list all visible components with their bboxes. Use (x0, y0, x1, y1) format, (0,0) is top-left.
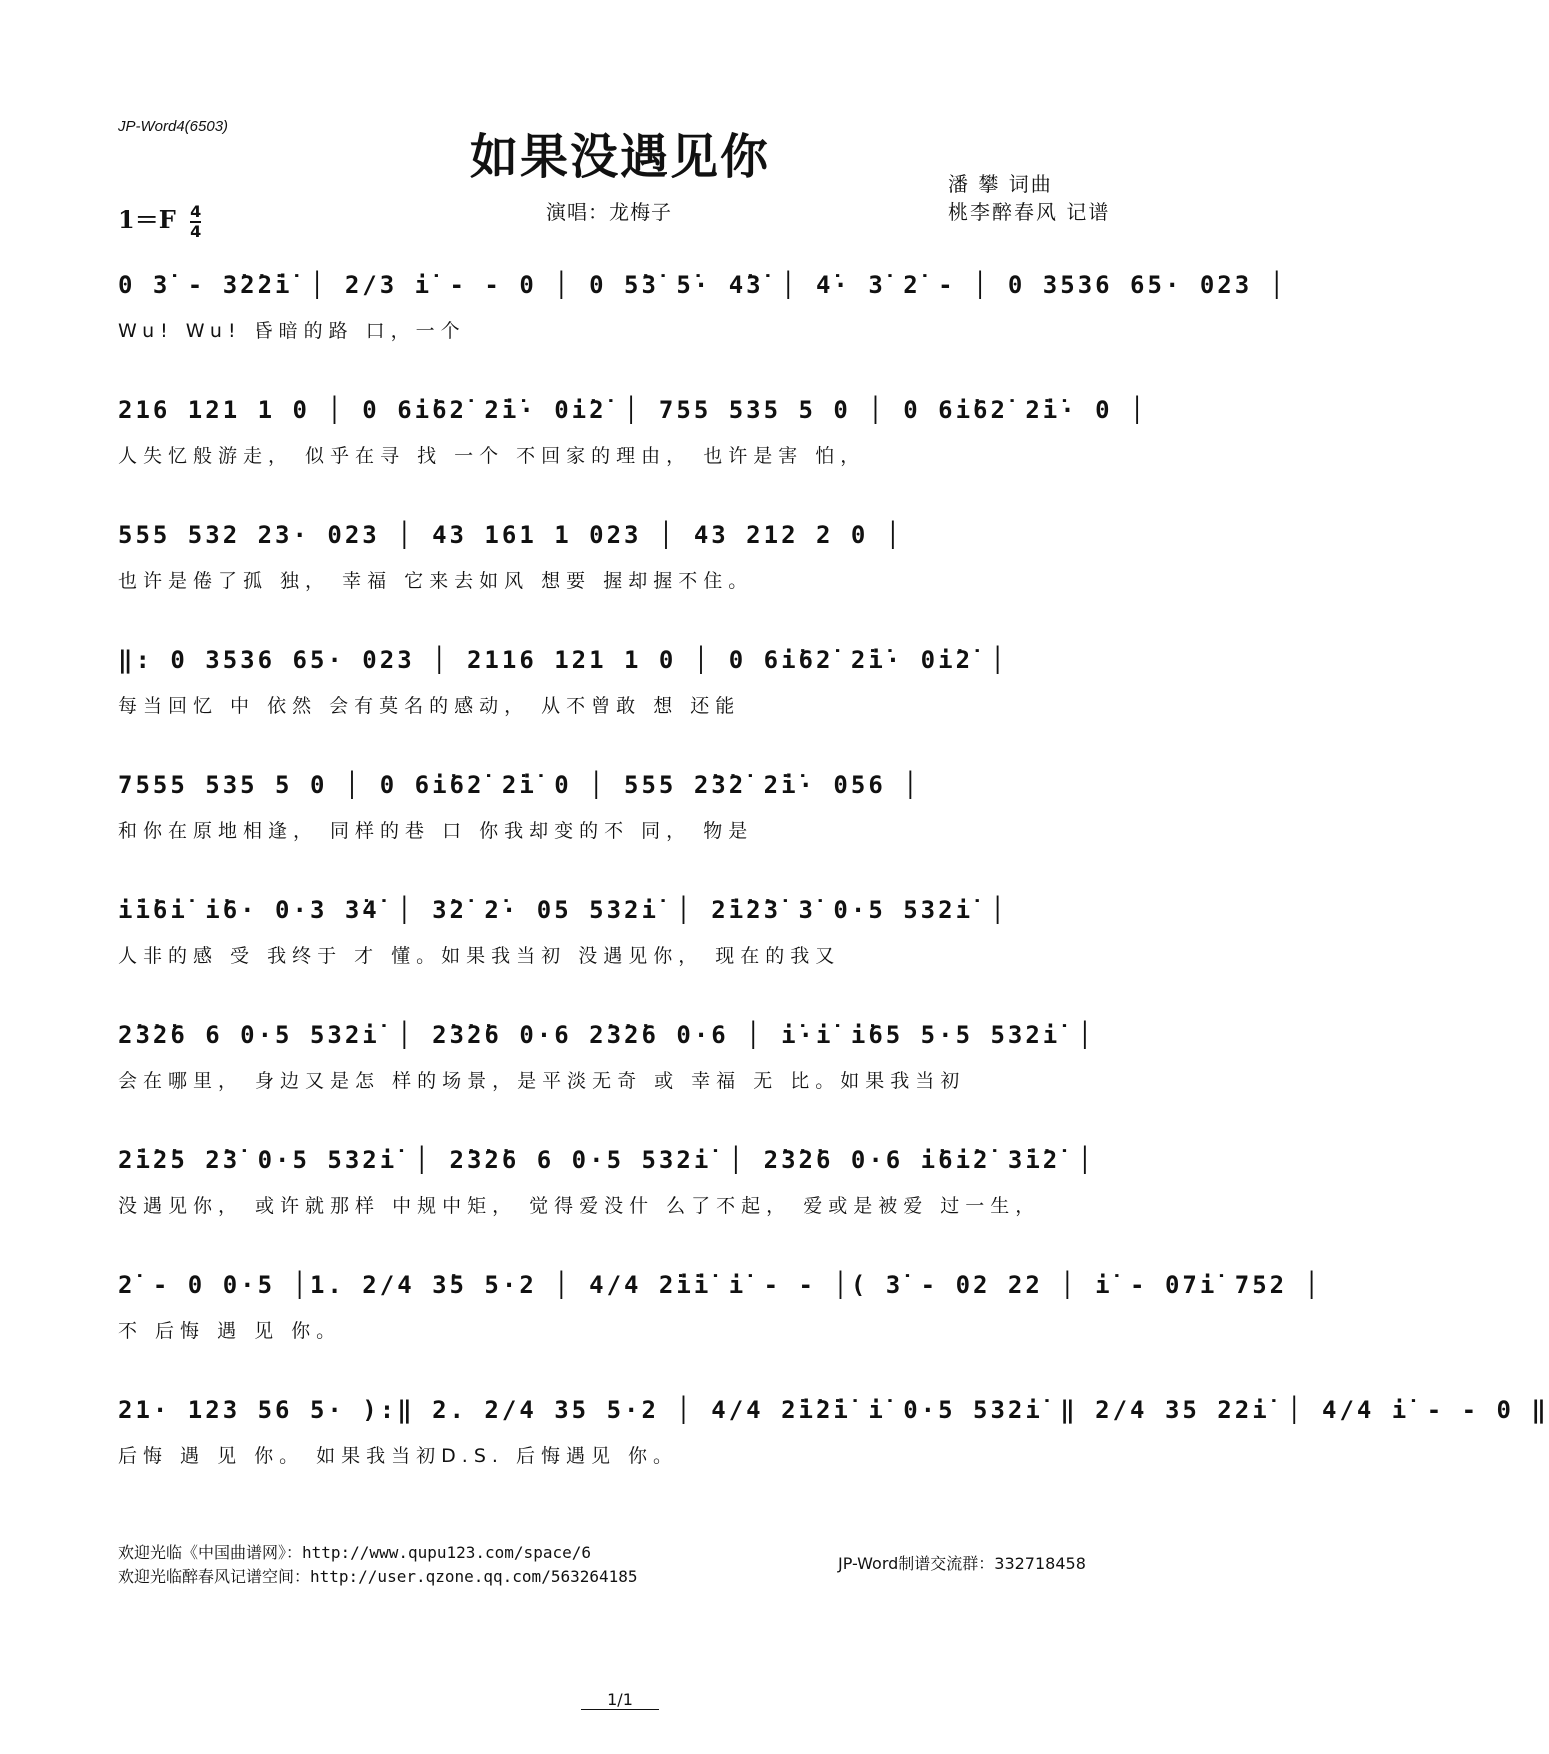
page-title: 如果没遇见你 (469, 129, 770, 185)
staff-lyrics: 和你在原地相逢， 同样的巷 口 你我却变的不 同， 物是 (118, 820, 754, 842)
staff-notes: 2̇3̇2̇6 6 0·5 532i̇ │ 2̇3̇2̇6 0·6 2̇3̇2̇6 0·6 │ i̇·i̇ i̇65 5·5 532i̇ │ (118, 1021, 1096, 1049)
footer-link-line: 欢迎光临《中国曲谱网》：http://www.qupu123.com/space/6 (118, 1543, 591, 1562)
lyricist-composer-credit: 潘 攀 词曲 (948, 172, 1053, 196)
staff-lyrics: 每当回忆 中 依然 会有莫名的感动， 从不曾敢 想 还能 (118, 695, 741, 717)
staff-notes: ‖: 0 3536 65· 023 │ 2116 121 1 0 │ 0 6i̇62̇ 2̇i̇· 0i̇2̇ │ (118, 646, 1008, 674)
staff-line-3 (118, 518, 1124, 592)
staff-notes: 555 532 23· 023 │ 43 161 1 023 │ 43 212 2 0 │ (118, 521, 904, 549)
staff-line-9 (118, 1268, 1322, 1342)
staff-notes: 7555 535 5 0 │ 0 6i̇62̇ 2̇i̇ 0 │ 555 2̇3̇2̇ 2̇i̇· 056 │ (118, 771, 921, 799)
staff-lyrics: Wu! Wu! 昏暗的路 口，一个 (118, 320, 466, 342)
singer-credit: 演唱：龙梅子 (546, 200, 672, 224)
key-label: 1＝F (118, 205, 176, 234)
staff-notes: 216 121 1 0 │ 0 6i̇62̇ 2̇i̇· 0i̇2̇ │ 755 535 5 0 │ 0 6i̇62̇ 2̇i̇· 0 │ (118, 396, 1148, 424)
staff-lyrics: 也许是倦了孤 独， 幸福 它来去如风 想要 握却握不住。 (118, 570, 754, 592)
staff-line-8 (118, 1143, 1124, 1217)
key-signature (118, 200, 201, 241)
staff-line-5 (118, 768, 1124, 842)
staff-lyrics: 不 后悔 遇 见 你。 (118, 1320, 342, 1342)
footer-group-info: JP-Word制谱交流群：332718458 (838, 1554, 1086, 1573)
staff-line-7 (118, 1018, 1124, 1092)
time-signature-denominator: 4 (190, 221, 202, 241)
staff-notes: 2̇ - 0 0·5 │1. 2/4 3̇5 5·2 │ 4/4 2̇i̇i̇ i̇ - - │( 3̇ - 02 22 │ i̇ - 07i̇ 752 │ (118, 1271, 1322, 1299)
staff-line-10 (118, 1393, 1549, 1467)
software-tag: JP-Word4(6503) (118, 118, 229, 135)
staff-lyrics: 没遇见你， 或许就那样 中规中矩， 觉得爱没什 么了不起， 爱或是被爱 过一生， (118, 1195, 1041, 1217)
footer-link-line: 欢迎光临醉春风记谱空间：http://user.qzone.qq.com/563264185 (118, 1567, 638, 1586)
staff-notes: 2̇i̇2̇5 2̇3̇ 0·5 532i̇ │ 2̇3̇2̇6 6 0·5 532i̇ │ 2̇3̇2̇6 0·6 i̇6i̇2̇ 3̇i̇2̇ │ (118, 1146, 1096, 1174)
page-number (0, 1690, 1240, 1709)
staff-line-1 (118, 268, 1288, 342)
staff-lyrics: 人失忆般游走， 似乎在寻 找 一个 不回家的理由， 也许是害 怕， (118, 445, 866, 467)
staff-notes: 21· 123 56 5· ):‖ 2. 2/4 35 5·2 │ 4/4 2̇i̇2̇i̇ i̇ 0·5 532i̇ ‖ 2/4 35 22i̇ │ 4/4 i̇ - - 0 ‖ (118, 1396, 1549, 1424)
page-number-text: 1/1 (581, 1690, 659, 1710)
staff-line-6 (118, 893, 1124, 967)
staff-lyrics: 后悔 遇 见 你。 如果我当初D.S. 后悔遇见 你。 (118, 1445, 679, 1467)
staff-notes: 0 3̇ - 3̇2̇2̇i̇ │ 2/3 i̇ - - 0 │ 0 5̇3̇ 5̇· 4̇3̇ │ 4̇· 3̇ 2̇ - │ 0 3536 65· 023 │ (118, 271, 1288, 299)
staff-line-4 (118, 643, 1124, 717)
time-signature-numerator: 4 (190, 201, 202, 221)
time-signature (190, 203, 201, 241)
transcriber-credit: 桃李醉春风 记谱 (948, 200, 1111, 224)
staff-lyrics: 会在哪里， 身边又是怎 样的场景，是平淡无奇 或 幸福 无 比。如果我当初 (118, 1070, 966, 1092)
staff-lyrics: 人非的感 受 我终于 才 懂。如果我当初 没遇见你， 现在的我又 (118, 945, 841, 967)
staff-line-2 (118, 393, 1148, 467)
staff-notes: i̇i̇6i̇ i̇6· 0·3 3̇4̇ │ 3̇2̇ 2̇· 05 532i̇ │ 2̇i̇2̇3̇ 3̇ 0·5 532i̇ │ (118, 896, 1008, 924)
